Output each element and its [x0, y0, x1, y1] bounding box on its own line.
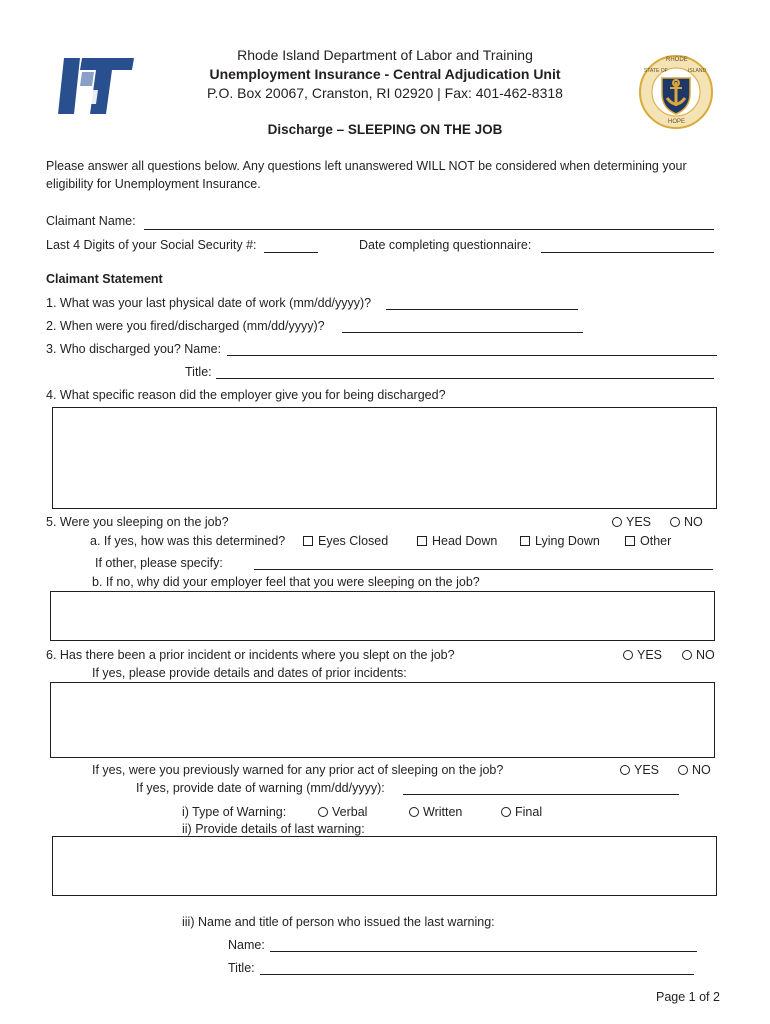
- radio-icon: [678, 765, 688, 775]
- claimant-name-field[interactable]: [144, 229, 714, 230]
- q5a-other[interactable]: [625, 534, 671, 548]
- q3-title-field[interactable]: [216, 378, 714, 379]
- date-completing-field[interactable]: [541, 252, 714, 253]
- q6-yes-option[interactable]: [623, 648, 662, 662]
- q5-no-option[interactable]: [670, 515, 703, 529]
- issuer-name-label: Name:: [228, 938, 265, 952]
- radio-icon: [670, 517, 680, 527]
- q6-no-label: NO: [696, 648, 715, 662]
- q5-other-label: If other, please specify:: [95, 556, 223, 570]
- instructions-line-1: Please answer all questions below. Any questions left unanswered WILL NOT be considered when determining your: [46, 159, 687, 173]
- q1-label: 1. What was your last physical date of work (mm/dd/yyyy)?: [46, 296, 372, 310]
- q5b-answer-box[interactable]: [50, 591, 715, 641]
- q5a-lying-down[interactable]: [520, 534, 600, 548]
- issuer-name-field[interactable]: [270, 951, 697, 952]
- radio-icon: [682, 650, 692, 660]
- seal-top-text: RHODE: [666, 57, 688, 63]
- q6-warned-label: If yes, were you previously warned for any prior act of sleeping on the job?: [92, 763, 504, 777]
- q3-title-label: Title:: [185, 365, 212, 379]
- dlt-logo: [56, 56, 136, 116]
- option-label: Other: [640, 534, 672, 548]
- q4-label: 4. What specific reason did the employer give you for being discharged?: [46, 388, 446, 402]
- q5b-label: b. If no, why did your employer feel that you were sleeping on the job?: [92, 575, 480, 589]
- q6-warned-no-option[interactable]: [678, 763, 711, 777]
- warning-details-box[interactable]: [52, 836, 717, 896]
- q5-yes-option[interactable]: [612, 515, 651, 529]
- q5a-head-down[interactable]: [417, 534, 497, 548]
- radio-icon: [501, 807, 511, 817]
- checkbox-icon: [520, 536, 530, 546]
- option-label: Written: [423, 805, 463, 819]
- option-label: Verbal: [332, 805, 368, 819]
- warning-date-field[interactable]: [403, 794, 679, 795]
- page-number: Page 1 of 2: [656, 990, 720, 1004]
- option-label: Final: [515, 805, 543, 819]
- option-label: Head Down: [432, 534, 498, 548]
- q2-label: 2. When were you fired/discharged (mm/dd/yyyy)?: [46, 319, 325, 333]
- seal-left-text: STATE OF: [644, 68, 668, 74]
- q6-label: 6. Has there been a prior incident or incidents where you slept on the job?: [46, 648, 455, 662]
- warning-final-option[interactable]: [501, 805, 542, 819]
- q5a-label: a. If yes, how was this determined?: [90, 534, 286, 548]
- radio-icon: [318, 807, 328, 817]
- warning-type-label: i) Type of Warning:: [182, 805, 287, 819]
- date-completing-label: Date completing questionnaire:: [359, 238, 532, 252]
- warning-issuer-label: iii) Name and title of person who issued the last warning:: [182, 915, 495, 929]
- unit-name: Unemployment Insurance - Central Adjudication Unit: [209, 66, 561, 82]
- q6-warned-yes-option[interactable]: [620, 763, 659, 777]
- q6-warned-no-label: NO: [692, 763, 711, 777]
- address-line: P.O. Box 20067, Cranston, RI 02920 | Fax: 401-462-8318: [207, 85, 563, 101]
- q5-label: 5. Were you sleeping on the job?: [46, 515, 229, 529]
- section-title: Claimant Statement: [46, 272, 163, 286]
- q6-details-box[interactable]: [50, 682, 715, 758]
- q5-yes-label: YES: [626, 515, 652, 529]
- q6-details-label: If yes, please provide details and dates of prior incidents:: [92, 666, 407, 680]
- claimant-name-label: Claimant Name:: [46, 214, 136, 228]
- q5-other-field[interactable]: [254, 569, 713, 570]
- q5a-eyes-closed[interactable]: [303, 534, 388, 548]
- q6-yes-label: YES: [637, 648, 663, 662]
- ssn-label: Last 4 Digits of your Social Security #:: [46, 238, 257, 252]
- q5-no-label: NO: [684, 515, 703, 529]
- q6-no-option[interactable]: [682, 648, 715, 662]
- q6-warned-yes-label: YES: [634, 763, 660, 777]
- checkbox-icon: [625, 536, 635, 546]
- checkbox-icon: [417, 536, 427, 546]
- q3-label: 3. Who discharged you? Name:: [46, 342, 222, 356]
- q4-answer-box[interactable]: [52, 407, 717, 509]
- radio-icon: [612, 517, 622, 527]
- warning-date-label: If yes, provide date of warning (mm/dd/yyyy):: [136, 781, 385, 795]
- department-name: Rhode Island Department of Labor and Training: [237, 47, 533, 63]
- q1-field[interactable]: [386, 309, 578, 310]
- radio-icon: [623, 650, 633, 660]
- instructions-line-2: eligibility for Unemployment Insurance.: [46, 177, 261, 191]
- option-label: Eyes Closed: [318, 534, 389, 548]
- issuer-title-field[interactable]: [260, 974, 694, 975]
- warning-written-option[interactable]: [409, 805, 462, 819]
- q2-field[interactable]: [342, 332, 583, 333]
- seal-bottom-text: HOPE: [668, 119, 686, 125]
- ssn-field[interactable]: [264, 252, 318, 253]
- q3-name-field[interactable]: [227, 355, 717, 356]
- radio-icon: [409, 807, 419, 817]
- seal-right-text: ISLAND: [688, 68, 707, 74]
- page-title: Discharge – SLEEPING ON THE JOB: [267, 122, 503, 137]
- issuer-title-label: Title:: [228, 961, 255, 975]
- ri-state-seal: [638, 54, 714, 130]
- radio-icon: [620, 765, 630, 775]
- checkbox-icon: [303, 536, 313, 546]
- option-label: Lying Down: [535, 534, 600, 548]
- warning-details-label: ii) Provide details of last warning:: [182, 822, 365, 836]
- warning-verbal-option[interactable]: [318, 805, 367, 819]
